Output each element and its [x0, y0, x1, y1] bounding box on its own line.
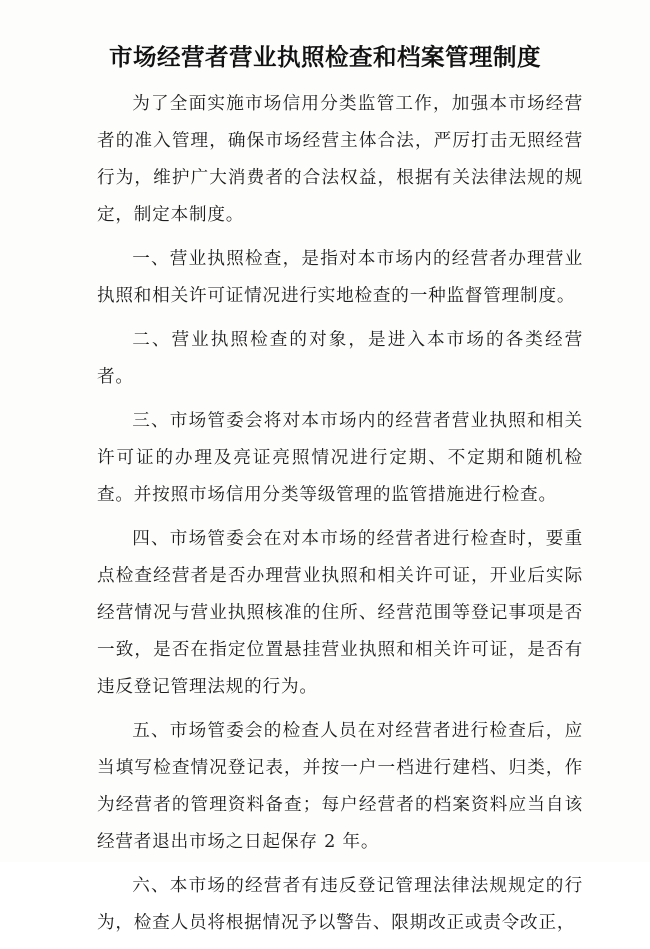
paragraph-article-6: 六、本市场的经营者有违反登记管理法律法规规定的行为，检查人员将根据情况予以警告、限期改正或责令改正，: [97, 876, 583, 933]
paragraph-article-2: 二、营业执照检查的对象，是进入本市场的各类经营者。: [97, 330, 583, 387]
paragraph-article-3: 三、市场管委会将对本市场内的经营者营业执照和相关许可证的办理及亮证亮照情况进行定期、不定期和随机检查。并按照市场信用分类等级管理的监管措施进行检查。: [97, 411, 583, 505]
paragraph-preamble: 为了全面实施市场信用分类监管工作，加强本市场经营者的准入管理，确保市场经营主体合法，严厉打击无照经营行为，维护广大消费者的合法权益，根据有关法律法规的规定，制定本制度。: [97, 94, 583, 225]
paragraph-article-4: 四、市场管委会在对本市场的经营者进行检查时，要重点检查经营者是否办理营业执照和相关许可证，开业后实际经营情况与营业执照核准的住所、经营范围等登记事项是否一致，是否在指定位置悬挂营业执照和相关许可证，是否有违反登记管理法规的行为。: [97, 529, 583, 697]
document-title: 市场经营者营业执照检查和档案管理制度: [109, 43, 541, 71]
paragraph-article-5: 五、市场管委会的检查人员在对经营者进行检查后，应当填写检查情况登记表，并按一户一档进行建档、归类，作为经营者的管理资料备查；每户经营者的档案资料应当自该经营者退出市场之日起保存 2 年。: [97, 721, 583, 852]
paragraph-article-1: 一、营业执照检查，是指对本市场内的经营者办理营业执照和相关许可证情况进行实地检查的一种监督管理制度。: [97, 249, 583, 306]
document-body: [97, 86, 583, 949]
